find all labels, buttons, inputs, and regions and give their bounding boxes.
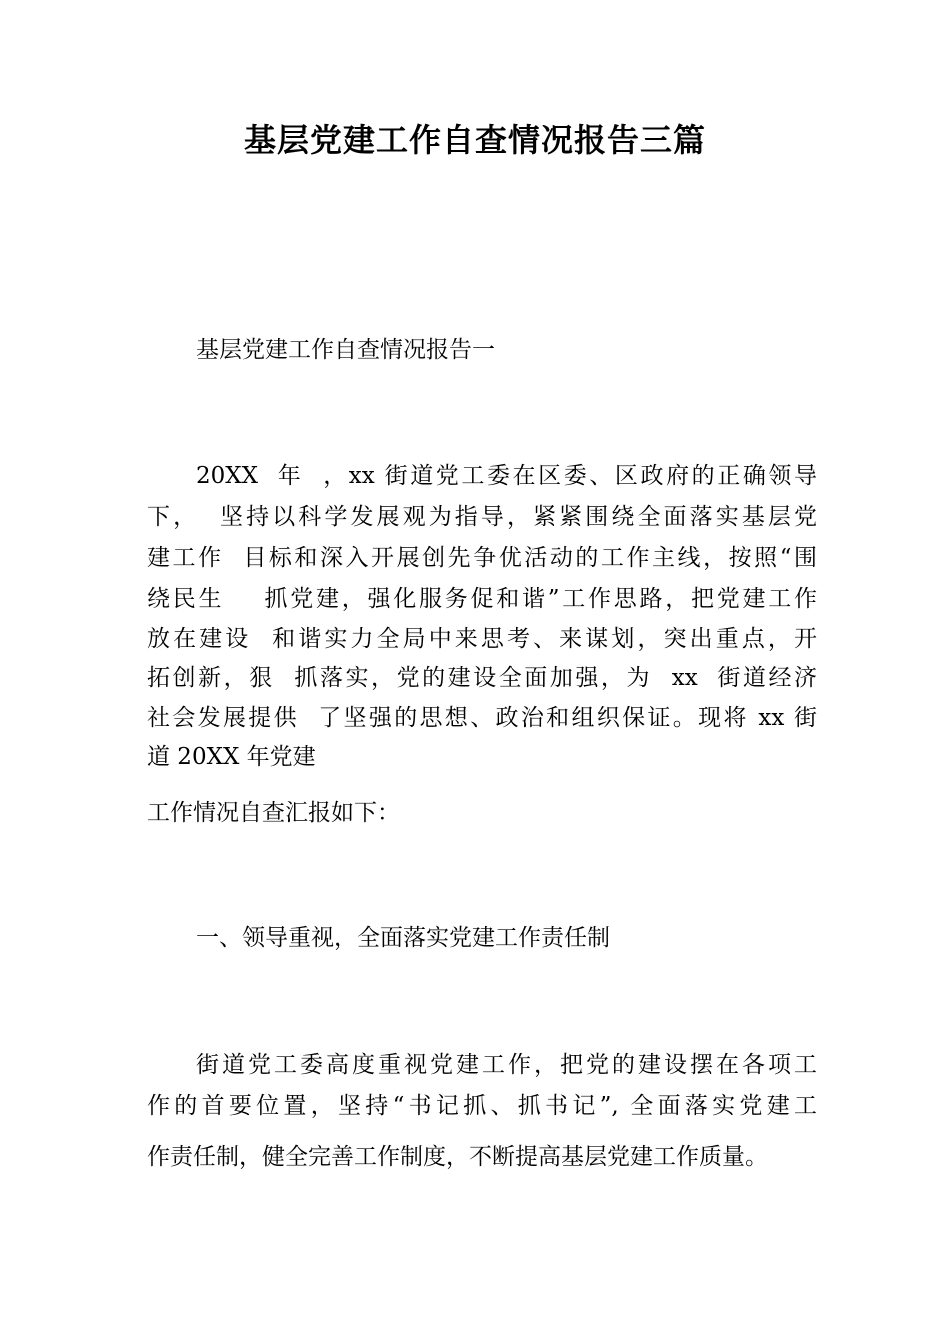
paragraph-1-line-6: 拓创新，狠 抓落实，党的建设全面加强，为 xx 街道经济 bbox=[147, 665, 817, 691]
document-title: 基层党建工作自查情况报告三篇 bbox=[243, 121, 706, 159]
paragraph-2-line-1: 街道党工委高度重视党建工作，把党的建设摆在各项工 bbox=[196, 1052, 817, 1078]
paragraph-2-line-2: 作的首要位置，坚持“书记抓、抓书记”, 全面落实党建工 bbox=[147, 1093, 817, 1119]
paragraph-1-line-5: 放在建设 和谐实力全局中来思考、来谋划，突出重点，开 bbox=[147, 626, 817, 652]
paragraph-1-line-3: 建工作 目标和深入开展创先争优活动的工作主线，按照“围 bbox=[147, 545, 817, 571]
paragraph-1-line-1: 20XX 年 ，xx 街道党工委在区委、区政府的正确领导 bbox=[196, 463, 817, 489]
paragraph-1-line-8: 道 20XX 年党建 bbox=[147, 744, 316, 770]
paragraph-1-line-4: 绕民生 抓党建，强化服务促和谐”工作思路，把党建工作 bbox=[147, 586, 817, 612]
report-subtitle: 基层党建工作自查情况报告一 bbox=[196, 337, 495, 363]
paragraph-1-line-2: 下， 坚持以科学发展观为指导，紧紧围绕全面落实基层党 bbox=[147, 504, 817, 530]
paragraph-1-line-7: 社会发展提供 了坚强的思想、政治和组织保证。现将 xx 街 bbox=[147, 705, 817, 731]
paragraph-1-tail: 工作情况自查汇报如下： bbox=[147, 800, 400, 826]
paragraph-2-line-3: 作责任制，健全完善工作制度，不断提高基层党建工作质量。 bbox=[147, 1144, 768, 1170]
section-1-heading: 一、领导重视，全面落实党建工作责任制 bbox=[196, 925, 610, 951]
